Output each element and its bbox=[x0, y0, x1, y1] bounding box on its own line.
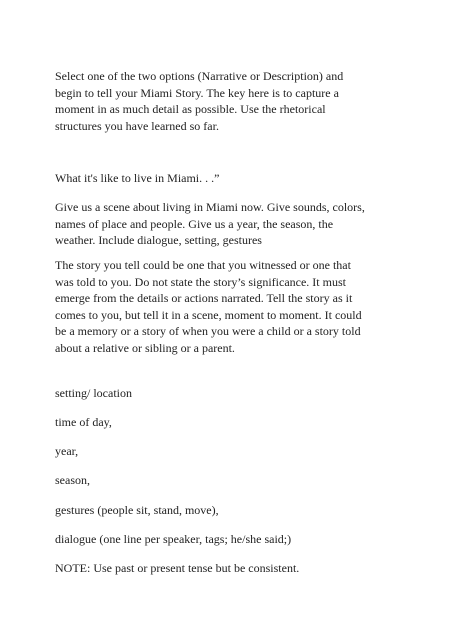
prompt-title: What it's like to live in Miami. . .” bbox=[55, 171, 220, 185]
scene-instructions-paragraph bbox=[55, 199, 410, 249]
intro-line: moment in as much detail as possible. Use the rhetorical bbox=[55, 102, 326, 117]
checklist-item-time: time of day, bbox=[55, 415, 112, 429]
scene-line: names of place and people. Give us a year, the season, the bbox=[55, 216, 334, 231]
intro-line: structures you have learned so far. bbox=[55, 118, 219, 133]
checklist-item-season: season, bbox=[55, 473, 90, 487]
scene-line: weather. Include dialogue, setting, gestures bbox=[55, 233, 262, 248]
story-line: emerge from the details or actions narrated. Tell the story as it bbox=[55, 291, 353, 306]
intro-line: begin to tell your Miami Story. The key here is to capture a bbox=[55, 85, 339, 100]
story-line: comes to you, but tell it in a scene, moment to moment. It could bbox=[55, 307, 362, 322]
intro-line: Select one of the two options (Narrative or Description) and bbox=[55, 69, 344, 83]
checklist-item-setting: setting/ location bbox=[55, 386, 132, 400]
intro-paragraph bbox=[55, 68, 410, 134]
story-line: about a relative or sibling or a parent. bbox=[55, 340, 235, 355]
scene-line: Give us a scene about living in Miami now. Give sounds, colors, bbox=[55, 200, 365, 214]
story-line: was told to you. Do not state the story’s significance. It must bbox=[55, 274, 346, 289]
checklist-item-gestures: gestures (people sit, stand, move), bbox=[55, 503, 219, 517]
checklist-item-year: year, bbox=[55, 444, 79, 458]
checklist-item-dialogue: dialogue (one line per speaker, tags; he/she said;) bbox=[55, 532, 292, 546]
note-line: NOTE: Use past or present tense but be consistent. bbox=[55, 561, 300, 575]
story-line: The story you tell could be one that you witnessed or one that bbox=[55, 258, 351, 272]
story-line: be a memory or a story of when you were a child or a story told bbox=[55, 324, 361, 339]
story-instructions-paragraph bbox=[55, 257, 410, 357]
